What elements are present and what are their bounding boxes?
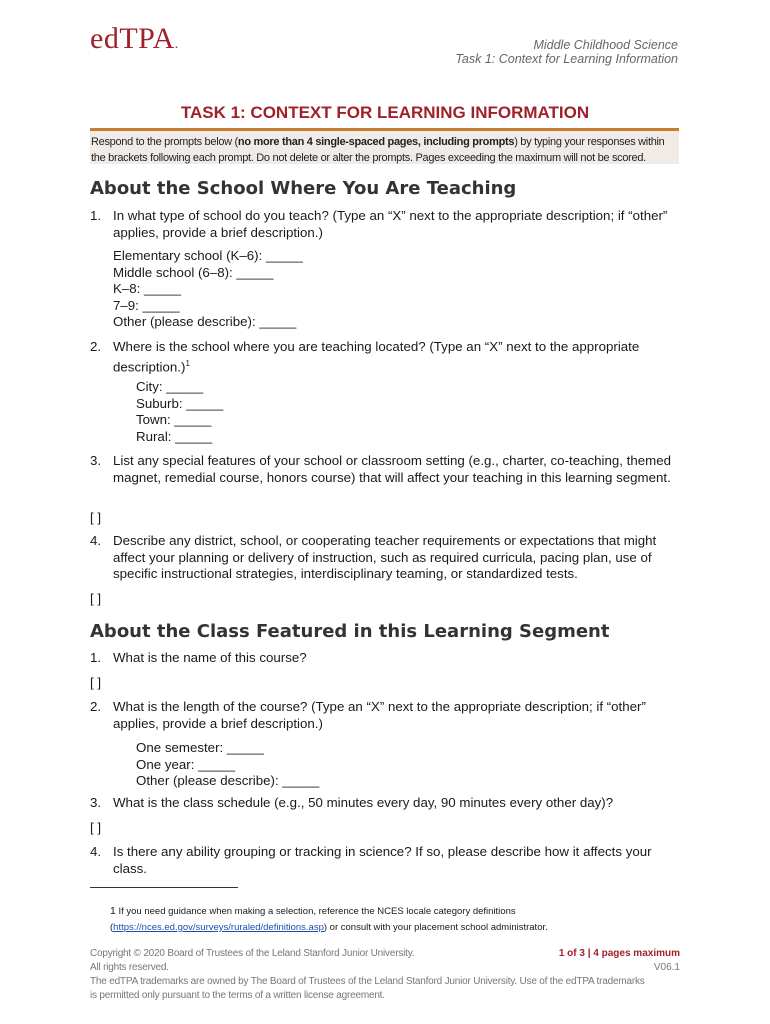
page-info	[559, 947, 680, 975]
section-heading-school: About the School Where You Are Teaching	[90, 178, 517, 199]
page-header	[455, 38, 678, 66]
question-course-length: 2. What is the length of the course? (Type an “X” next to the appropriate description; if “other” applies, provide a brief description.)	[90, 699, 646, 731]
response-bracket[interactable]: [ ]	[90, 820, 102, 835]
nces-definitions-link[interactable]: https://nces.ed.gov/surveys/ruraled/definitions.asp	[113, 922, 324, 933]
header-task: Task 1: Context for Learning Information	[455, 52, 678, 66]
question-requirements: 4. Describe any district, school, or cooperating teacher requirements or expectations that might affect your planning or delivery of instruction, such as required curricula, pacing plan, use of specific instructional strategies, interdisciplinary teaming, or standardized tests.	[90, 533, 657, 581]
question-special-features: 3. List any special features of your school or classroom setting (e.g., charter, co-teaching, themed magnet, remedial course, honors course) that will affect your teaching in this learning segment.	[90, 453, 672, 485]
section-heading-class: About the Class Featured in this Learning Segment	[90, 621, 610, 642]
question-class-schedule: 3. What is the class schedule (e.g., 50 minutes every day, 90 minutes every other day)?	[90, 795, 614, 810]
copyright-notice: Copyright © 2020 Board of Trustees of the Leland Stanford Junior University. All rights reserved. The edTPA trademarks are owned by The Board of Trustees of the Leland Stanford Junior University. Use of the edTPA trademarks is permitted only pursuant to the terms of a written license agreement.	[90, 948, 645, 1001]
question-ability-grouping: 4. Is there any ability grouping or tracking in science? If so, please describe how it affects your class.	[90, 844, 652, 876]
course-length-options[interactable]: One semester: _____ One year: _____ Other (please describe): _____	[136, 740, 320, 788]
page-title: TASK 1: CONTEXT FOR LEARNING INFORMATION	[180, 103, 590, 122]
page-count: 1 of 3 | 4 pages maximum	[558, 948, 680, 959]
footnote-divider	[90, 887, 238, 888]
school-location-options[interactable]: City: _____ Suburb: _____ Town: _____ Rural: _____	[136, 379, 224, 444]
version-label: V06.1	[653, 962, 680, 973]
question-school-type: 1. In what type of school do you teach? (Type an “X” next to the appropriate description; if “other” applies, provide a brief description.)	[90, 208, 668, 240]
instructions-box: Respond to the prompts below (no more than 4 single-spaced pages, including prompts) by typing your responses within the brackets following each prompt. Do not delete or alter the prompts. Pages exceeding the maximum will not be scored.	[90, 128, 679, 164]
question-course-name: 1. What is the name of this course?	[90, 650, 307, 665]
response-bracket[interactable]: [ ]	[90, 510, 102, 525]
response-bracket[interactable]: [ ]	[90, 591, 102, 606]
edtpa-logo: edTPA.	[90, 22, 179, 55]
footnote: 1 If you need guidance when making a selection, reference the NCES locale category definitions (https://nces.ed.gov/surveys/ruraled/definitions.asp) or consult with your placement school administrator.	[110, 905, 548, 933]
response-bracket[interactable]: [ ]	[90, 675, 102, 690]
header-subject: Middle Childhood Science	[533, 38, 678, 52]
school-type-options[interactable]: Elementary school (K–6): _____ Middle school (6–8): _____ K–8: _____ 7–9: _____ Other (please describe): _____	[113, 248, 303, 329]
question-school-location: 2. Where is the school where you are teaching located? (Type an “X” next to the appropriate description.)$^1$	[90, 339, 640, 374]
